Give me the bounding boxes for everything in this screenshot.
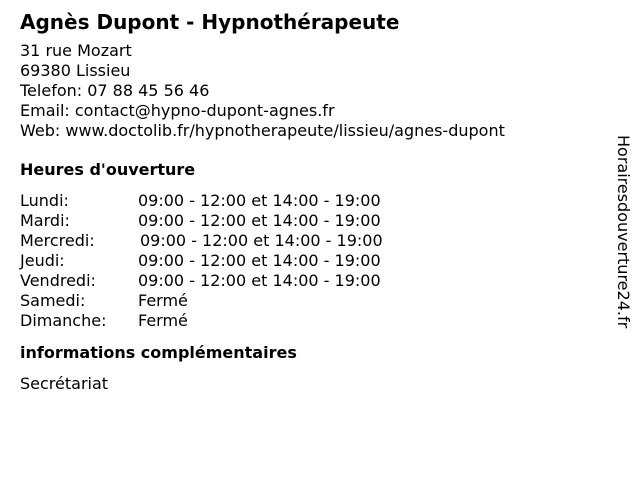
hours-heading: Heures d'ouverture <box>20 160 196 179</box>
day-label: Lundi: <box>20 191 69 210</box>
phone-line[interactable]: Telefon: 07 88 45 56 46 <box>20 81 210 100</box>
brand-watermark-text[interactable]: Horairesdouverture24.fr <box>614 135 633 329</box>
hours-row-wednesday <box>20 231 605 251</box>
time-value: 09:00 - 12:00 et 14:00 - 19:00 <box>138 211 381 230</box>
info-heading: informations complémentaires <box>20 343 297 362</box>
day-label: Mercredi: <box>20 231 95 250</box>
time-value: 09:00 - 12:00 et 14:00 - 19:00 <box>138 251 381 270</box>
day-label: Samedi: <box>20 291 86 310</box>
hours-row-sunday <box>20 311 605 331</box>
day-label: Mardi: <box>20 211 70 230</box>
hours-row-friday <box>20 271 605 291</box>
address-line-city: 69380 Lissieu <box>20 61 131 80</box>
hours-row-thursday <box>20 251 605 271</box>
time-value: Fermé <box>138 291 188 310</box>
hours-table <box>20 191 605 331</box>
hours-row-saturday <box>20 291 605 311</box>
business-card <box>20 8 605 394</box>
address-line-street: 31 rue Mozart <box>20 41 132 60</box>
time-value: 09:00 - 12:00 et 14:00 - 19:00 <box>138 271 381 290</box>
email-line[interactable]: Email: contact@hypno-dupont-agnes.fr <box>20 101 335 120</box>
web-line[interactable]: Web: www.doctolib.fr/hypnotherapeute/lissieu/agnes-dupont <box>20 121 505 140</box>
day-label: Vendredi: <box>20 271 96 290</box>
day-label: Jeudi: <box>20 251 65 270</box>
time-value: 09:00 - 12:00 et 14:00 - 19:00 <box>140 231 383 250</box>
time-value: 09:00 - 12:00 et 14:00 - 19:00 <box>138 191 381 210</box>
info-text: Secrétariat <box>20 374 109 393</box>
business-title: Agnès Dupont - Hypnothérapeute <box>20 10 400 34</box>
hours-row-tuesday <box>20 211 605 231</box>
time-value: Fermé <box>138 311 188 330</box>
hours-row-monday <box>20 191 605 211</box>
day-label: Dimanche: <box>20 311 107 330</box>
